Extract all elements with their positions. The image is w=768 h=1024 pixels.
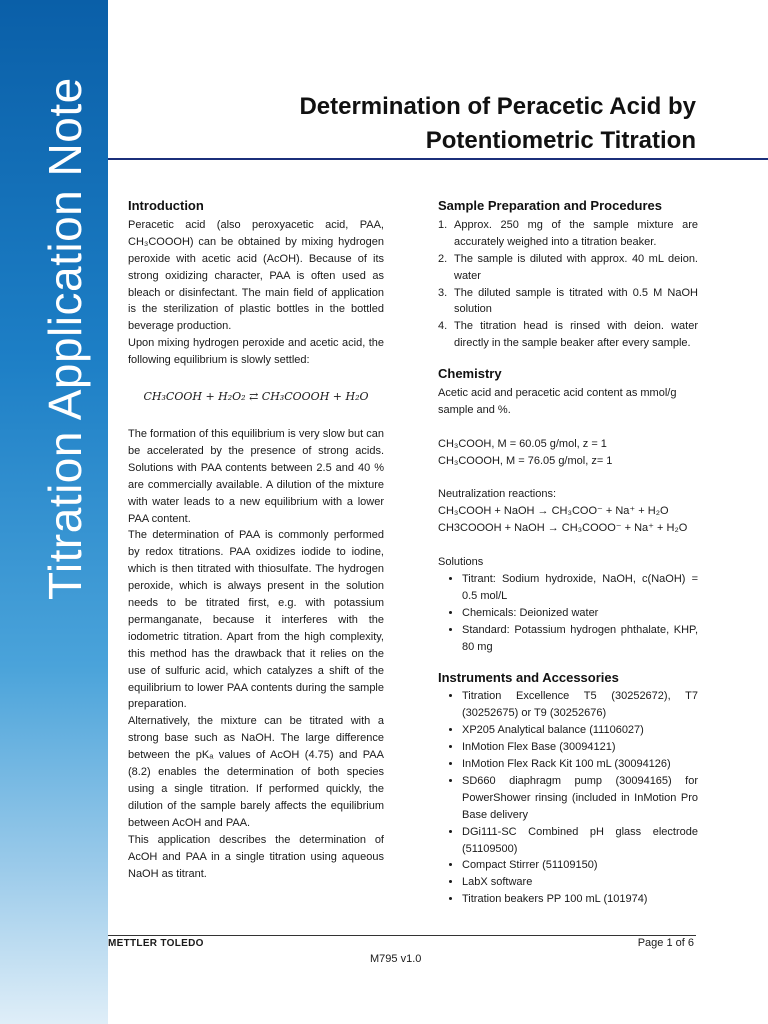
sidebar-title: Titration Application Note (39, 77, 91, 600)
intro-paragraph-3: The formation of this equilibrium is very slow but can be accelerated by the presence of strong acids. Solutions with PAA contents between 2.5 and 40 % are commercially available. A dilution of the mixture with water leads to a new equilibrium with a lower PAA content. (128, 427, 384, 525)
procedure-step: 1. Approx. 250 mg of the sample mixture are accurately weighed into a titration beaker. (438, 218, 698, 248)
right-column (438, 198, 698, 908)
equilibrium-equation: CH₃COOH + H₂O₂ ⇄ CH₃COOOH + H₂O (143, 390, 369, 404)
intro-paragraph-2: Upon mixing hydrogen peroxide and acetic acid, the following equilibrium is slowly settled: (128, 337, 384, 367)
instrument-item: • DGi111-SC Combined pH glass electrode (51109500) (462, 824, 698, 858)
instruments-heading: Instruments and Accessories (438, 669, 619, 685)
intro-paragraph-4: The determination of PAA is commonly performed by redox titrations. PAA oxidizes iodide to iodine, which is then titrated with thiosulfate. The hydrogen peroxide, which is always present in the solution needs to be titrated first, e.g. with potassium permanganate, because it interferes with the iodometric titration. Apart from the high complexity, this method has the drawback that it relies on the use of sulfuric acid, which catalyzes a shift of the equilibrium to lower PAA contents during the sample preparation. (128, 529, 384, 711)
brand-logo-text: METTLER TOLEDO (108, 938, 204, 949)
instrument-item: • Compact Stirrer (51109150) (462, 857, 698, 874)
document-version: M795 v1.0 (370, 953, 422, 965)
instrument-item: • InMotion Flex Base (30094121) (462, 739, 698, 756)
footer-divider (108, 935, 696, 936)
procedure-list (438, 217, 698, 352)
instruments-list (438, 688, 698, 908)
solutions-heading: Solutions (438, 556, 484, 569)
instrument-item: • Titration Excellence T5 (30252672), T7 (30252675) or T9 (30252676) (462, 688, 698, 722)
instrument-item: • SD660 diaphragm pump (30094165) for PowerShower rinsing (included in InMotion Pro Base delivery (462, 773, 698, 824)
solution-term: Chemicals (462, 606, 514, 619)
solution-item: • Standard: Potassium hydrogen phthalate, KHP, 80 mg (462, 622, 698, 656)
title-line-1: Determination of Peracetic Acid by (299, 93, 696, 120)
neutralization-heading: Neutralization reactions: (438, 488, 557, 501)
procedure-heading: Sample Preparation and Procedures (438, 198, 662, 213)
molar-mass-acetic: CH₃COOH, M = 60.05 g/mol, z = 1 (438, 437, 607, 450)
sidebar-banner (0, 0, 108, 1024)
procedure-step: 2. The sample is diluted with approx. 40 mL deion. water (438, 252, 698, 282)
instrument-item: • Titration beakers PP 100 mL (101974) (462, 891, 698, 908)
left-column (128, 198, 384, 882)
molar-mass-peracetic: CH₃COOOH, M = 76.05 g/mol, z= 1 (438, 454, 613, 467)
instrument-item: • LabX software (462, 874, 698, 891)
page-number: Page 1 of 6 (637, 937, 694, 949)
chemistry-intro: Acetic acid and peracetic acid content as mmol/g sample and %. (438, 387, 677, 416)
intro-paragraph-5: Alternatively, the mixture can be titrated with a strong base such as NaOH. The large difference between the pKₐ values of AcOH (4.75) and PAA (8.2) enables the determination of both species using a single titration. If performed quickly, the dilution of the sample barely affects the equilibrium between AcOH and PAA. (128, 715, 384, 829)
title-divider (108, 158, 768, 160)
reaction-2: CH3COOOH + NaOH → CH₃COOO⁻ + Na⁺ + H₂O (438, 522, 688, 535)
reaction-1: CH₃COOH + NaOH → CH₃COO⁻ + Na⁺ + H₂O (438, 505, 669, 518)
procedure-step: 4. The titration head is rinsed with deion. water directly in the sample beaker after every sample. (438, 320, 698, 350)
solution-term: Standard (462, 623, 507, 636)
intro-paragraph-1: Peracetic acid (also peroxyacetic acid, PAA, CH₃COOOH) can be obtained by mixing hydrogen peroxide with acetic acid (AcOH). Because of its strong oxidizing character, PAA is often used as bleach or disinfectant. The main field of application is the sterilization of plastic bottles in the bottled beverage production. (128, 218, 384, 333)
solution-item: • Chemicals: Deionized water (462, 605, 698, 622)
intro-paragraph-6: This application describes the determination of AcOH and PAA in a single titration using aqueous NaOH as titrant. (128, 833, 384, 880)
procedure-step: 3. The diluted sample is titrated with 0.5 M NaOH solution (438, 286, 698, 316)
instrument-item: • InMotion Flex Rack Kit 100 mL (30094126) (462, 756, 698, 773)
introduction-heading: Introduction (128, 198, 204, 213)
solution-term: Titrant (462, 572, 493, 585)
document-title (136, 90, 696, 158)
chemistry-heading: Chemistry (438, 366, 502, 382)
solutions-list (438, 571, 698, 656)
solution-item: • Titrant: Sodium hydroxide, NaOH, c(NaOH) = 0.5 mol/L (462, 571, 698, 605)
instrument-item: • XP205 Analytical balance (11106027) (462, 722, 698, 739)
title-line-2: Potentiometric Titration (425, 127, 696, 154)
